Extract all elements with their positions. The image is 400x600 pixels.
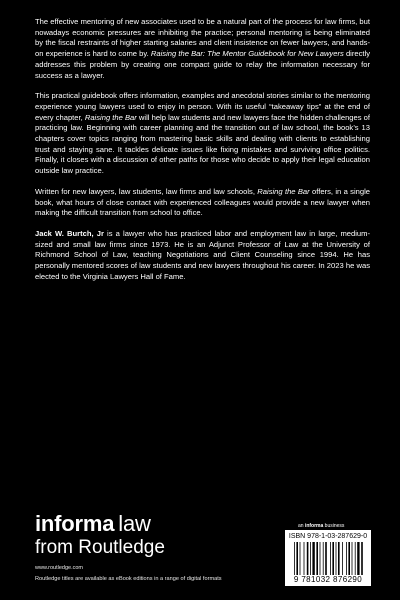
author-name: Jack W. Burtch, Jr — [35, 228, 104, 238]
isbn-label: ISBN 978-1-03-287629-0 — [288, 533, 368, 540]
ebook-note: Routledge titles are available as eBook editions in a range of digital formats — [35, 576, 222, 582]
book-title: Raising the Bar — [257, 186, 310, 196]
logo-informa: informa — [35, 511, 115, 536]
publisher-logo — [35, 513, 165, 571]
book-title: Raising the Bar — [84, 112, 137, 122]
barcode-icon — [293, 542, 365, 575]
author-bio: Jack W. Burtch, Jr is a lawyer who has practiced labor and employment law in large, medium-sized and small law firms since 1973. He is an Adjunct Professor of Law at the University of Richmond School of Law, teaching Negotiations and Client Counseling since 1994. He has personally mentored scores of law students and new lawyers throughout his career. In 2023 he was elected to the Virginia Lawyers Hall of Fame. — [35, 228, 370, 281]
logo-routledge: from Routledge — [35, 537, 165, 558]
blurb-paragraph-3: Written for new lawyers, law students, law firms and law schools, Raising the Bar offers, in a single book, what hours of close contact with experienced colleagues would provide a new lawyer when making the difficult transition from school to office. — [35, 186, 370, 218]
blurb-paragraph-1: The effective mentoring of new associates used to be a natural part of the process for law firms, but nowadays economic pressures are inhibiting the practice; personal mentoring is being eliminated by the fiscal restraints of higher starting salaries and client insistence on fewer lawyers, and hands-on experience is hard to come by. Raising the Bar: The Mentor Guidebook for New Lawyers directly addresses this problem by creating one compact guide to relay the information necessary for success as a lawyer. — [35, 17, 370, 80]
book-title: Raising the Bar: The Mentor Guidebook for New Lawyers — [150, 49, 344, 59]
logo-law: law — [118, 511, 151, 536]
blurb-paragraph-2: This practical guidebook offers information, examples and anecdotal stories similar to the mentoring experience young lawyers used to enjoy in person. With its useful “takeaway tips” at the end of every chapter, Raising the Bar will help law students and new lawyers face the hidden challenges of practicing law. Beginning with career planning and the transition out of law school, the book’s 13 chapters cover topics ranging from mastering basic skills and dealing with clients to establishing trust and staying sane. It tackles delicate issues like fixing mistakes and surviving office politics. Finally, it closes with a discussion of other paths for those who decide to apply their legal education outside law practice. — [35, 91, 370, 176]
barcode-box — [285, 530, 371, 586]
informa-business-mark: an informa business — [298, 523, 345, 529]
back-cover-copy — [35, 17, 370, 292]
barcode-digits: 9 781032 876290 — [293, 575, 363, 584]
publisher-url: www.routledge.com — [35, 565, 83, 571]
